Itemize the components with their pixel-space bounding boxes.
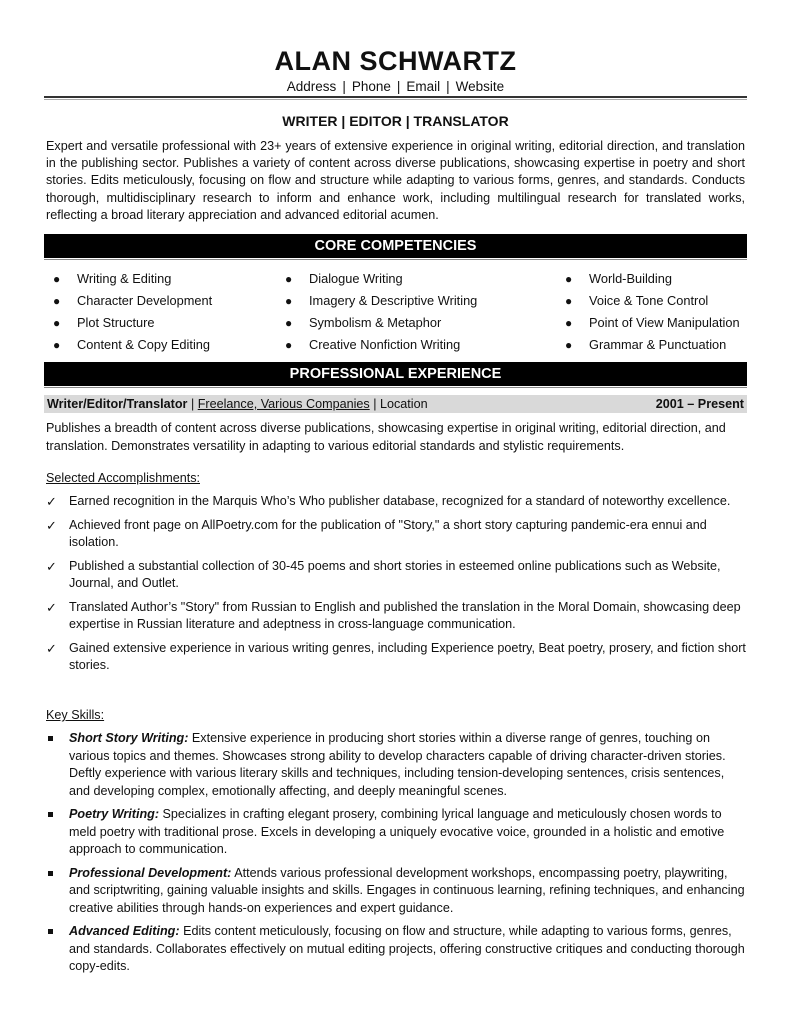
job-separator: | bbox=[373, 397, 380, 411]
section-divider bbox=[44, 387, 747, 388]
summary-paragraph: Expert and versatile professional with 23+ years of extensive experience in original writing, editorial direction, and translation in the publishing sector. Publishes a variety of content across diverse publications, showcasing expertise in poetry and short stories. Edits meticulously, focusing on flow and structure while adapting to various forms, genres, and standards. Conducts thorough, multidisciplinary research to inform and enhance work, including multilingual research for translated works, reflecting a broad literary appreciation and advanced editorial acumen. bbox=[46, 139, 745, 222]
job-company: Freelance, Various Companies bbox=[197, 397, 370, 411]
competency-item: ● Plot Structure bbox=[45, 312, 212, 334]
square-bullet-icon bbox=[48, 871, 53, 876]
professional-experience-heading: PROFESSIONAL EXPERIENCE bbox=[44, 362, 747, 386]
competency-column-1 bbox=[45, 268, 212, 356]
candidate-name: ALAN SCHWARTZ bbox=[274, 46, 517, 76]
accomplishments-label: Selected Accomplishments: bbox=[46, 471, 200, 485]
skill-item bbox=[46, 806, 746, 859]
bullet-icon: ● bbox=[565, 294, 573, 308]
checkmark-icon: ✓ bbox=[46, 494, 57, 509]
accomplishments-list bbox=[46, 493, 746, 681]
contact-line bbox=[0, 78, 791, 96]
competency-item: ● Symbolism & Metaphor bbox=[277, 312, 477, 334]
bullet-icon: ● bbox=[565, 338, 573, 352]
key-skills-list bbox=[46, 730, 746, 982]
bullet-icon: ● bbox=[565, 316, 573, 330]
skill-description: Attends various professional development workshops, encompassing poetry, playwriting, and scriptwriting, gaining valuable insights and skills. Engages in continuous learning, refining techniques, and enhancing creative abilities through hands-on experiences and expert guidance. bbox=[69, 865, 745, 915]
skill-name: Poetry Writing: bbox=[69, 807, 160, 821]
accomplishment-item: ✓ Achieved front page on AllPoetry.com for the publication of "Story," a short story capturing pandemic-era ennui and isolation. bbox=[46, 517, 707, 549]
bullet-icon: ● bbox=[53, 338, 61, 352]
header-divider-thin bbox=[44, 99, 747, 100]
competency-item: ● Content & Copy Editing bbox=[45, 334, 212, 356]
square-bullet-icon bbox=[48, 736, 53, 741]
checkmark-icon: ✓ bbox=[46, 558, 57, 574]
bullet-icon: ● bbox=[285, 338, 293, 352]
skill-name: Short Story Writing: bbox=[69, 731, 189, 745]
skill-item bbox=[46, 730, 746, 800]
job-description: Publishes a breadth of content across diverse publications, showcasing expertise in original writing, editorial direction, and translation. Demonstrates versatility in adapting to various editorial standards and stylistic requirements. bbox=[46, 421, 726, 453]
competency-item: ● Point of View Manipulation bbox=[557, 312, 740, 334]
competency-item: ● Grammar & Punctuation bbox=[557, 334, 740, 356]
contact-address: Address bbox=[286, 79, 337, 94]
accomplishment-item: ✓ Published a substantial collection of 30-45 poems and short stories in esteemed online publications such as Website, Journal, and Outlet. bbox=[46, 558, 721, 590]
job-location: Location bbox=[379, 397, 428, 411]
bullet-icon: ● bbox=[285, 294, 293, 308]
job-title-line bbox=[47, 395, 428, 413]
competency-item: ● World-Building bbox=[557, 268, 740, 290]
competency-item: ● Character Development bbox=[45, 290, 212, 312]
job-separator: | bbox=[190, 397, 198, 411]
job-header bbox=[44, 395, 747, 413]
bullet-icon: ● bbox=[285, 272, 293, 286]
contact-email: Email bbox=[406, 79, 441, 94]
competency-column-2 bbox=[277, 268, 477, 356]
checkmark-icon: ✓ bbox=[46, 517, 57, 533]
skill-name: Advanced Editing: bbox=[69, 924, 180, 938]
skill-description: Edits content meticulously, focusing on flow and structure, while adapting to various forms, genres, and standards. Collaborates effectively on mutual editing projects, offering constructive critiques and conducting thorough copy-edits. bbox=[69, 924, 745, 973]
contact-separator: | bbox=[446, 79, 450, 94]
bullet-icon: ● bbox=[565, 272, 573, 286]
competency-item: ● Imagery & Descriptive Writing bbox=[277, 290, 477, 312]
contact-website: Website bbox=[455, 79, 505, 94]
accomplishment-item: ✓ Gained extensive experience in various writing genres, including Experience poetry, Beat poetry, prosery, and fiction short stories. bbox=[46, 640, 746, 672]
square-bullet-icon bbox=[48, 812, 53, 817]
bullet-icon: ● bbox=[285, 316, 293, 330]
bullet-icon: ● bbox=[53, 316, 61, 330]
core-competencies-heading: CORE COMPETENCIES bbox=[44, 234, 747, 258]
professional-headline: WRITER | EDITOR | TRANSLATOR bbox=[282, 113, 509, 129]
accomplishment-item: ✓ Translated Author’s "Story" from Russian to English and published the translation in the Moral Domain, showcasing deep expertise in Russian literature and adeptness in cross-language communication. bbox=[46, 599, 741, 631]
competency-item: ● Dialogue Writing bbox=[277, 268, 477, 290]
competency-item: ● Creative Nonfiction Writing bbox=[277, 334, 477, 356]
contact-separator: | bbox=[342, 79, 346, 94]
competency-item: ● Voice & Tone Control bbox=[557, 290, 740, 312]
skill-description: Extensive experience in producing short stories within a diverse range of genres, touching on various topics and themes. Showcases strong ability to develop characters capable of driving character-driven stories. Deftly experience with various literary skills and techniques, including tension-developing sentences, crisis sentences, and developing complex, emotionally affecting, and deeply meaningful scenes. bbox=[69, 731, 726, 798]
competency-column-3 bbox=[557, 268, 740, 356]
skill-item bbox=[46, 865, 746, 918]
bullet-icon: ● bbox=[53, 294, 61, 308]
competency-item: ● Writing & Editing bbox=[45, 268, 212, 290]
section-divider bbox=[44, 259, 747, 260]
accomplishment-item: ✓ Earned recognition in the Marquis Who’s Who publisher database, recognized for a standard of noteworthy excellence. bbox=[46, 494, 731, 509]
skill-name: Professional Development: bbox=[69, 865, 232, 880]
checkmark-icon: ✓ bbox=[46, 640, 57, 656]
bullet-icon: ● bbox=[53, 272, 61, 286]
skill-item bbox=[46, 923, 746, 976]
header-divider bbox=[44, 96, 747, 98]
checkmark-icon: ✓ bbox=[46, 599, 57, 615]
square-bullet-icon bbox=[48, 929, 53, 934]
contact-separator: | bbox=[396, 79, 401, 94]
job-dates: 2001 – Present bbox=[655, 397, 744, 411]
key-skills-label: Key Skills: bbox=[46, 708, 105, 722]
skill-description: Specializes in crafting elegant prosery, combining lyrical language and meticulously chosen words to meld poetry with traditional prose. Excels in developing a uniquely evocative voice, grounded in a holistic and emotive approach to communication. bbox=[69, 807, 725, 856]
job-title: Writer/Editor/Translator bbox=[47, 397, 188, 411]
contact-phone: Phone bbox=[351, 79, 391, 94]
